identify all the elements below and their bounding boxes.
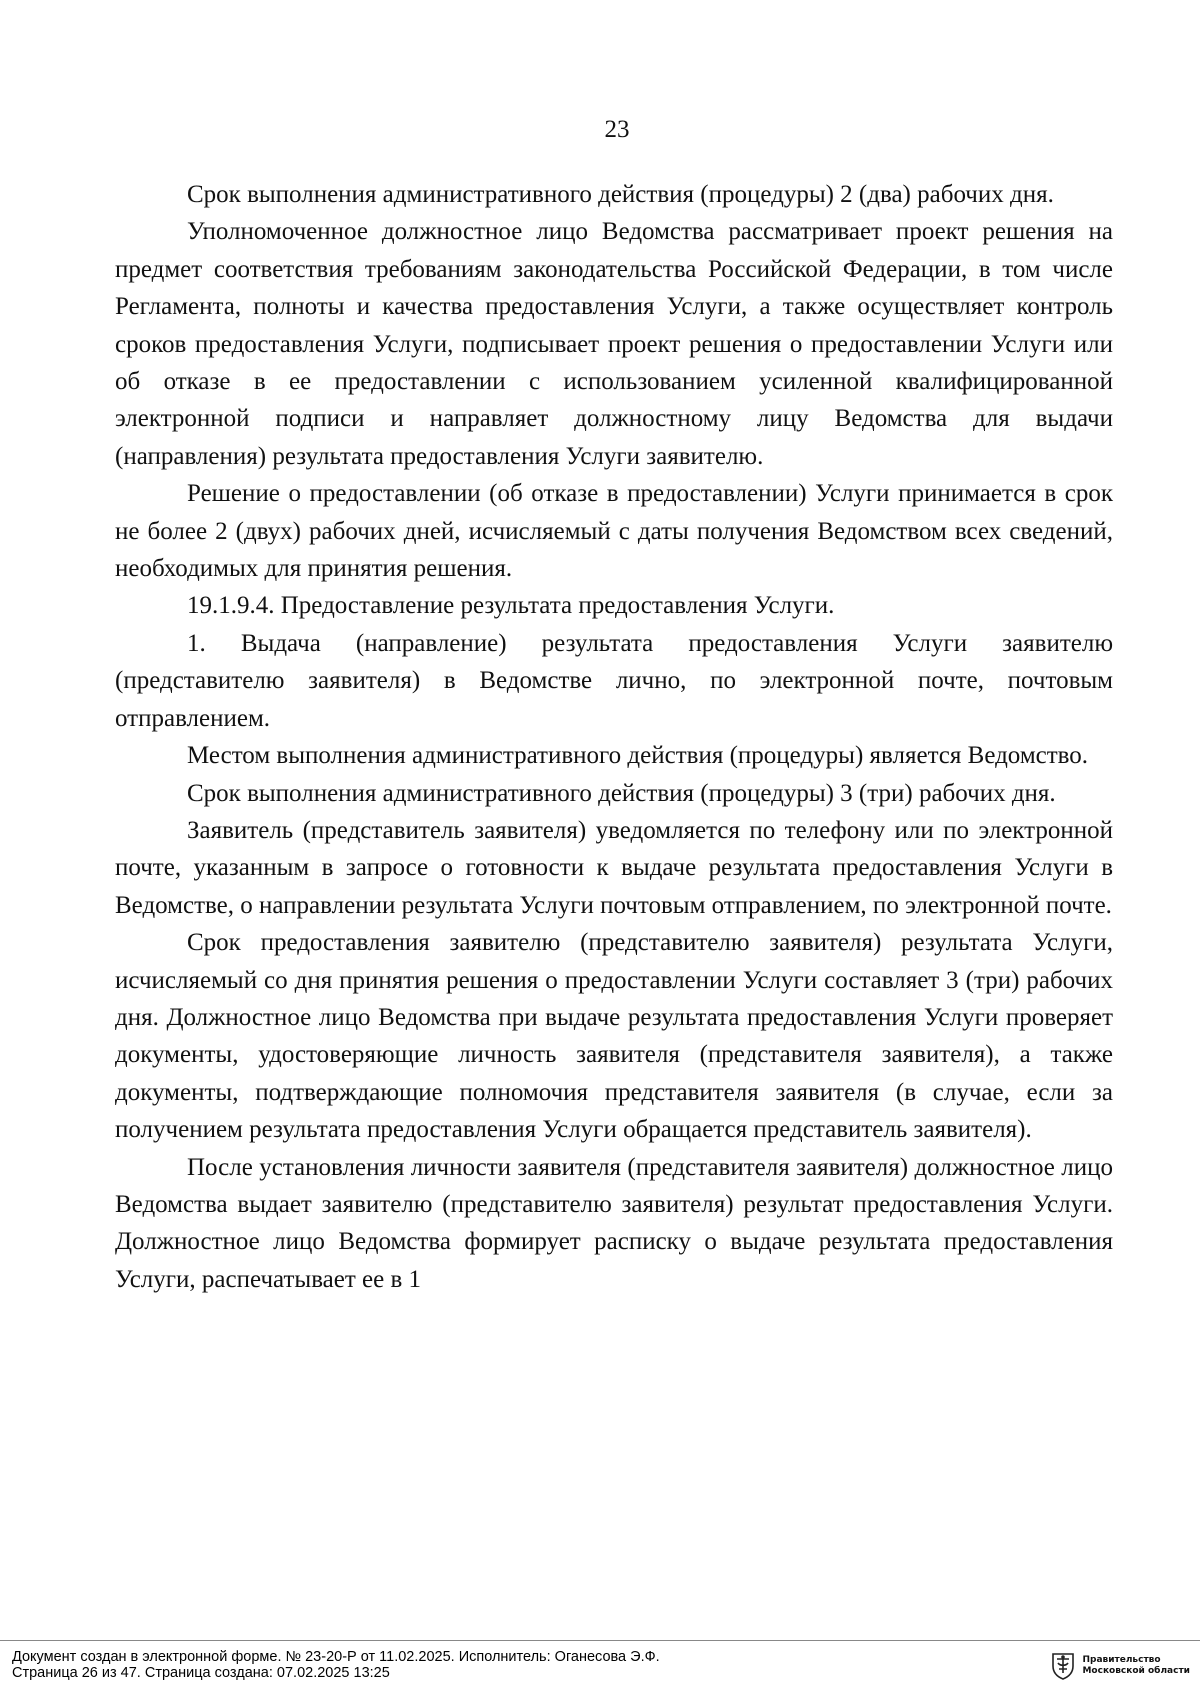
document-body [115, 176, 1113, 1298]
paragraph: Уполномоченное должностное лицо Ведомства рассматривает проект решения на предмет соответствия требованиям законодательства Российской Федерации, в том числе Регламента, полноты и качества предоставления Услуги, а также осуществляет контроль сроков предоставления Услуги, подписывает проект решения о предоставлении Услуги или об отказе в ее предоставлении с использованием усиленной квалифицированной электронной подписи и направляет должностному лицу Ведомства для выдачи (направления) результата предоставления Услуги заявителю. [115, 218, 1113, 470]
government-name [1082, 1655, 1190, 1677]
footer-info [12, 1649, 660, 1681]
footer-divider [0, 1640, 1200, 1641]
government-name-line2: Московской области [1082, 1666, 1190, 1676]
section-heading: 19.1.9.4. Предоставление результата предоставления Услуги. [187, 592, 835, 620]
paragraph: 1. Выдача (направление) результата предоставления Услуги заявителю (представителю заявителя) в Ведомстве лично, по электронной почте, почтовым отправлением. [115, 629, 1113, 732]
footer-document-info: Документ создан в электронной форме. № 23-20-Р от 11.02.2025. Исполнитель: Оганесова Э.Ф. [12, 1649, 660, 1665]
paragraph: Заявитель (представитель заявителя) уведомляется по телефону или по электронной почте, указанным в запросе о готовности к выдаче результата предоставления Услуги в Ведомстве, о направлении результата Услуги почтовым отправлением, по электронной почте. [115, 816, 1113, 919]
page-number: 23 [604, 116, 630, 143]
footer-page-info: Страница 26 из 47. Страница создана: 07.02.2025 13:25 [12, 1665, 390, 1681]
coat-of-arms-icon [1050, 1651, 1076, 1681]
paragraph: Срок выполнения административного действия (процедуры) 3 (три) рабочих дня. [187, 779, 1056, 807]
paragraph: Местом выполнения административного действия (процедуры) является Ведомство. [187, 742, 1089, 770]
paragraph: Срок выполнения административного действия (процедуры) 2 (два) рабочих дня. [187, 181, 1054, 208]
government-logo [1050, 1651, 1190, 1681]
government-name-line1: Правительство [1082, 1655, 1161, 1665]
paragraph: Срок предоставления заявителю (представителю заявителя) результата Услуги, исчисляемый со дня принятия решения о предоставлении Услуги составляет 3 (три) рабочих дня. Должностное лицо Ведомства при выдаче результата предоставления Услуги проверяет документы, удостоверяющие личность заявителя (представителя заявителя), а также документы, подтверждающие полномочия представителя заявителя (в случае, если за получением результата предоставления Услуги обращается представитель заявителя). [115, 929, 1113, 1144]
paragraph: Решение о предоставлении (об отказе в предоставлении) Услуги принимается в срок не более 2 (двух) рабочих дней, исчисляемый с даты получения Ведомством всех сведений, необходимых для принятия решения. [115, 480, 1113, 583]
paragraph: После установления личности заявителя (представителя заявителя) должностное лицо Ведомства выдает заявителю (представителю заявителя) результат предоставления Услуги. Должностное лицо Ведомства формирует расписку о выдаче результата предоставления Услуги, распечатывает ее в 1 [115, 1153, 1113, 1293]
